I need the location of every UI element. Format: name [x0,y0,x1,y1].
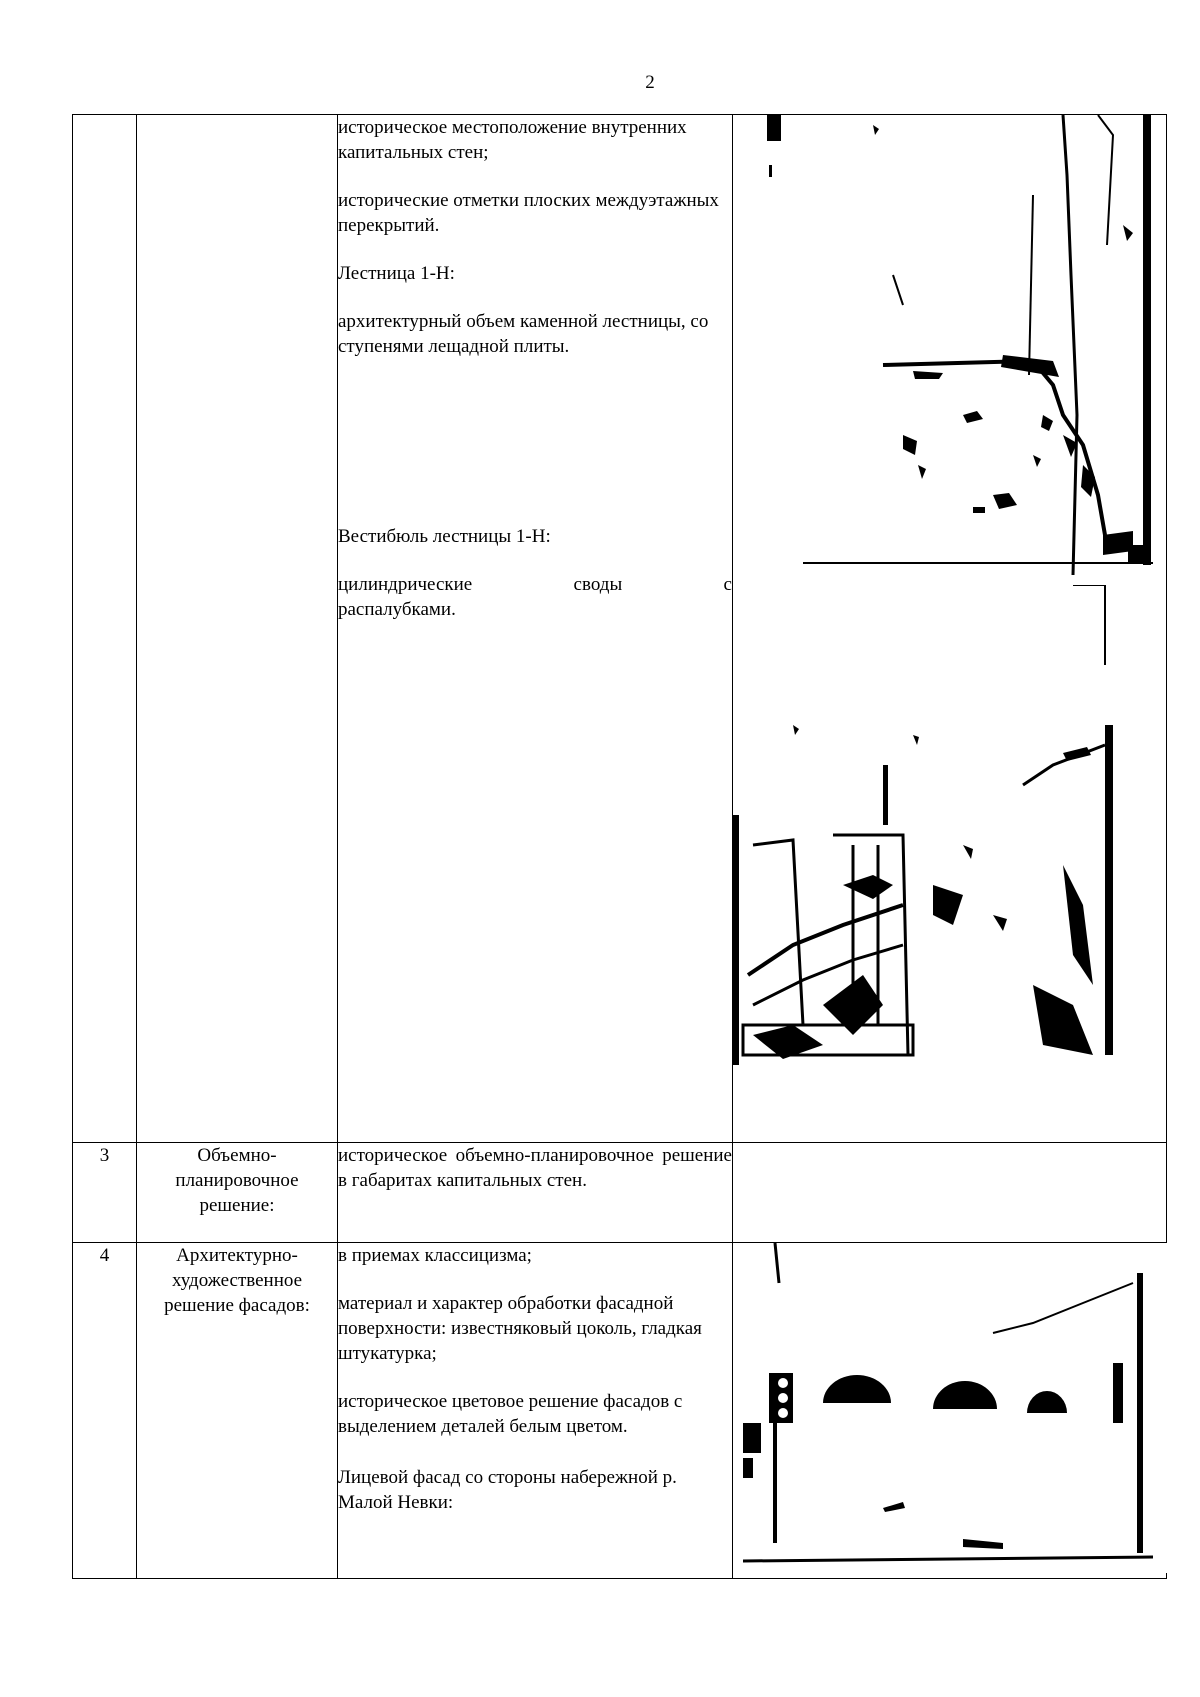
text-floor-levels: исторические отметки плоских междуэтажных перекрытий. [338,190,719,236]
staircase-photo [733,115,1166,575]
row-text-cell [338,1243,733,1579]
photo-stack [733,115,1166,1142]
text-vaults-tail: распалубками. [338,599,456,620]
text-vaults-word-3: с [723,574,732,595]
photo-cell [733,115,1167,1143]
text-main-facade: Лицевой фасад со стороны набережной р. Малой Невки: [338,1467,677,1513]
text-staircase-volume: архитектурный объем каменной лестницы, со ступенями лещадной плиты. [338,311,709,357]
text-layout-decision: историческое объемно-планировочное решение в габаритах капитальных стен. [338,1145,732,1191]
text-internal-walls: историческое местоположение внутренних капитальных стен; [338,117,687,163]
photo-cell [733,1243,1167,1579]
row-number-cell: 3 [73,1143,137,1243]
row-name-cell [137,1243,338,1579]
row-name-line: художественное [171,1270,303,1291]
protection-table [72,114,1167,1579]
text-vestibule-heading: Вестибюль лестницы 1-Н: [338,526,551,547]
row-name-cell [137,1143,338,1243]
vestibule-photo [733,585,1166,1065]
text-color-solution: историческое цветовое решение фасадов с выделением деталей белым цветом. [338,1391,683,1437]
facade-photo [733,1243,1167,1573]
text-classicism: в приемах классицизма; [338,1245,532,1266]
row-name-line: Архитектурно- [176,1245,298,1266]
row-text-cell [338,1143,733,1243]
row-name-line: решение: [199,1195,275,1216]
row-number-cell [73,115,137,1143]
row-number-cell: 4 [73,1243,137,1579]
row-name-line: решение фасадов: [164,1295,310,1316]
row-name-line: планировочное [175,1170,299,1191]
text-vaults-word-1: цилиндрические [338,574,473,595]
text-facade-material: материал и характер обработки фасадной поверхности: известняковый цоколь, гладкая штукатурка; [338,1293,702,1364]
text-vaults-line [338,572,732,597]
page-number: 2 [645,72,655,93]
table-row [73,1143,1167,1243]
row-name-line: Объемно- [197,1145,277,1166]
row-text-cell [338,115,733,1143]
table-row [73,115,1167,1143]
text-staircase-heading: Лестница 1-Н: [338,263,455,284]
text-vaults-word-2: своды [573,574,623,595]
photo-cell-empty [733,1143,1167,1243]
table-row [73,1243,1167,1579]
row-name-cell [137,115,338,1143]
